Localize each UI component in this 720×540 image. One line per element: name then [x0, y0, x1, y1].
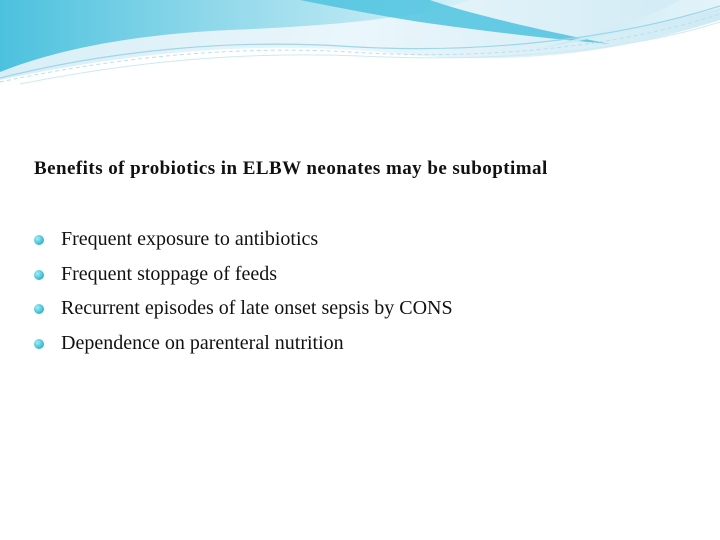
list-item [34, 295, 453, 330]
header-wave-decoration [0, 0, 720, 110]
bullet-dot-icon [34, 304, 44, 314]
bullet-list [34, 226, 453, 364]
list-item-text: Frequent stoppage of feeds [61, 262, 278, 285]
list-item-text: Frequent exposure to antibiotics [61, 228, 319, 250]
bullet-dot-icon [34, 339, 44, 349]
slide-title: Benefits of probiotics in ELBW neonates may be suboptimal [34, 158, 548, 179]
bullet-dot-icon [34, 270, 44, 280]
list-item-text: Recurrent episodes of late onset sepsis by CONS [61, 297, 453, 319]
list-item [34, 226, 453, 261]
list-item-text: Dependence on parenteral nutrition [61, 331, 344, 354]
list-item [34, 261, 453, 296]
list-item [34, 330, 453, 365]
bullet-dot-icon [34, 235, 44, 245]
